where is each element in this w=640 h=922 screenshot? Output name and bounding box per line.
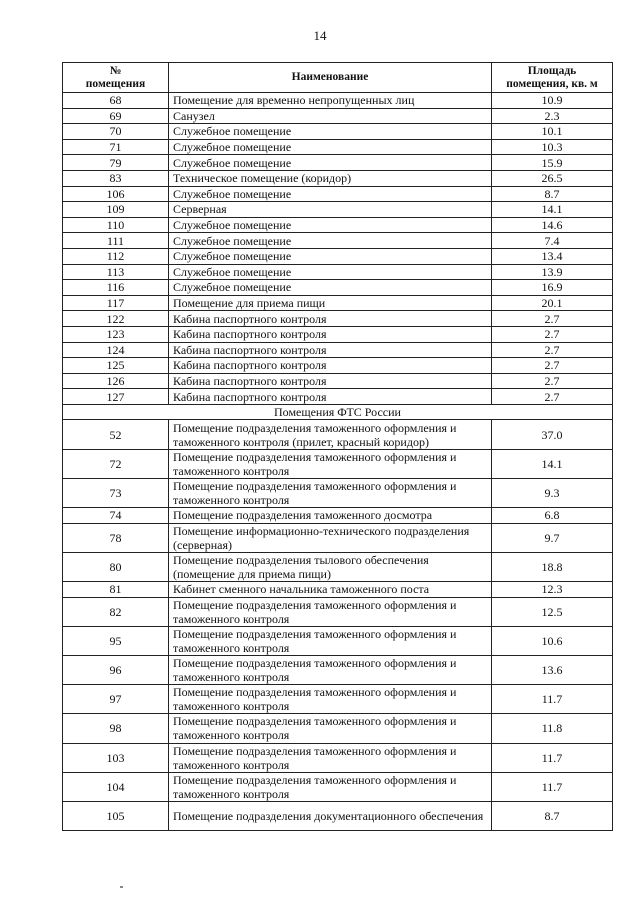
table-body-part2: [63, 420, 613, 831]
table-row: [63, 139, 613, 155]
row-name: Помещение подразделения таможенного оформления и таможенного контроля: [169, 685, 492, 714]
row-number: 103: [63, 743, 169, 772]
row-area: 15.9: [492, 155, 613, 171]
row-number: 82: [63, 597, 169, 626]
row-name: Помещение подразделения таможенного оформления и таможенного контроля: [169, 714, 492, 743]
row-number: 73: [63, 478, 169, 507]
row-area: 14.1: [492, 449, 613, 478]
row-number: 83: [63, 170, 169, 186]
row-number: 81: [63, 582, 169, 598]
row-area: 2.3: [492, 108, 613, 124]
row-number: 95: [63, 626, 169, 655]
row-name: Серверная: [169, 202, 492, 218]
row-number: 80: [63, 552, 169, 581]
row-name: Помещение подразделения таможенного оформления и таможенного контроля: [169, 478, 492, 507]
row-number: 109: [63, 202, 169, 218]
row-area: 13.6: [492, 655, 613, 684]
row-number: 52: [63, 420, 169, 449]
table-row: [63, 264, 613, 280]
row-number: 96: [63, 655, 169, 684]
table-row: [63, 358, 613, 374]
row-area: 20.1: [492, 295, 613, 311]
table-row: [63, 373, 613, 389]
row-name: Помещение подразделения таможенного оформления и таможенного контроля: [169, 655, 492, 684]
row-number: 113: [63, 264, 169, 280]
row-area: 10.6: [492, 626, 613, 655]
row-number: 122: [63, 311, 169, 327]
table-row: [63, 508, 613, 524]
table-row: [63, 552, 613, 581]
table-row: [63, 186, 613, 202]
row-area: 13.9: [492, 264, 613, 280]
row-number: 68: [63, 93, 169, 109]
row-area: 11.7: [492, 772, 613, 801]
section-row: [63, 404, 613, 420]
table-row: [63, 93, 613, 109]
table-row: [63, 801, 613, 830]
table-row: [63, 311, 613, 327]
row-number: 112: [63, 248, 169, 264]
row-area: 2.7: [492, 358, 613, 374]
row-number: 126: [63, 373, 169, 389]
header-number: [63, 63, 169, 93]
premises-table: [62, 62, 613, 831]
row-number: 74: [63, 508, 169, 524]
row-name: Служебное помещение: [169, 124, 492, 140]
table-section: [63, 404, 613, 420]
table-row: [63, 170, 613, 186]
table-row: [63, 714, 613, 743]
row-area: 16.9: [492, 280, 613, 296]
row-number: 116: [63, 280, 169, 296]
row-number: 117: [63, 295, 169, 311]
table-row: [63, 155, 613, 171]
row-name: Санузел: [169, 108, 492, 124]
row-name: Кабина паспортного контроля: [169, 358, 492, 374]
table-body-part1: [63, 93, 613, 405]
table-row: [63, 280, 613, 296]
header-area: [492, 63, 613, 93]
header-area-line1: Площадь: [527, 64, 577, 77]
row-name: Помещение подразделения таможенного оформления и таможенного контроля: [169, 626, 492, 655]
row-number: 111: [63, 233, 169, 249]
row-name: Служебное помещение: [169, 233, 492, 249]
table-row: [63, 295, 613, 311]
table-row: [63, 478, 613, 507]
row-number: 110: [63, 217, 169, 233]
row-number: 71: [63, 139, 169, 155]
row-name: Техническое помещение (коридор): [169, 170, 492, 186]
row-name: Служебное помещение: [169, 155, 492, 171]
scan-speck: [120, 886, 123, 888]
row-number: 124: [63, 342, 169, 358]
row-name: Кабина паспортного контроля: [169, 389, 492, 405]
row-number: 98: [63, 714, 169, 743]
row-area: 2.7: [492, 326, 613, 342]
row-name: Кабинет сменного начальника таможенного поста: [169, 582, 492, 598]
row-name: Помещение подразделения документационного обеспечения: [169, 801, 492, 830]
row-name: Служебное помещение: [169, 186, 492, 202]
row-area: 2.7: [492, 342, 613, 358]
page-number: 14: [313, 28, 327, 43]
row-area: 2.7: [492, 373, 613, 389]
row-name: Помещение информационно-технического подразделения (серверная): [169, 523, 492, 552]
row-number: 104: [63, 772, 169, 801]
row-area: 11.7: [492, 743, 613, 772]
table-row: [63, 449, 613, 478]
table-row: [63, 389, 613, 405]
row-area: 14.1: [492, 202, 613, 218]
row-name: Помещение подразделения таможенного оформления и таможенного контроля: [169, 743, 492, 772]
table-row: [63, 655, 613, 684]
row-number: 125: [63, 358, 169, 374]
row-name: Кабина паспортного контроля: [169, 326, 492, 342]
row-area: 10.1: [492, 124, 613, 140]
row-area: 10.9: [492, 93, 613, 109]
row-area: 7.4: [492, 233, 613, 249]
table-row: [63, 326, 613, 342]
row-area: 26.5: [492, 170, 613, 186]
row-name: Помещение подразделения таможенного оформления и таможенного контроля: [169, 449, 492, 478]
row-number: 127: [63, 389, 169, 405]
row-number: 106: [63, 186, 169, 202]
row-number: 72: [63, 449, 169, 478]
table-row: [63, 124, 613, 140]
header-number-line2: помещения: [85, 77, 146, 90]
row-name: Кабина паспортного контроля: [169, 342, 492, 358]
row-area: 11.7: [492, 685, 613, 714]
row-area: 14.6: [492, 217, 613, 233]
row-area: 8.7: [492, 186, 613, 202]
header-number-line1: №: [109, 64, 122, 77]
row-area: 9.3: [492, 478, 613, 507]
row-name: Помещение подразделения таможенного оформления и таможенного контроля: [169, 597, 492, 626]
row-number: 70: [63, 124, 169, 140]
header-name: Наименование: [169, 63, 492, 93]
row-number: 97: [63, 685, 169, 714]
row-number: 79: [63, 155, 169, 171]
row-area: 9.7: [492, 523, 613, 552]
row-name: Служебное помещение: [169, 217, 492, 233]
table-row: [63, 626, 613, 655]
row-area: 18.8: [492, 552, 613, 581]
row-name: Служебное помещение: [169, 248, 492, 264]
row-name: Помещение для временно непропущенных лиц: [169, 93, 492, 109]
table-row: [63, 108, 613, 124]
table-row: [63, 743, 613, 772]
row-area: 10.3: [492, 139, 613, 155]
table-header-row: [63, 63, 613, 93]
row-name: Кабина паспортного контроля: [169, 311, 492, 327]
table-row: [63, 772, 613, 801]
row-name: Кабина паспортного контроля: [169, 373, 492, 389]
table-row: [63, 233, 613, 249]
row-area: 12.5: [492, 597, 613, 626]
table-row: [63, 685, 613, 714]
row-area: 12.3: [492, 582, 613, 598]
row-name: Помещение подразделения таможенного досмотра: [169, 508, 492, 524]
row-area: 2.7: [492, 311, 613, 327]
table-row: [63, 582, 613, 598]
table-row: [63, 217, 613, 233]
row-number: 78: [63, 523, 169, 552]
row-area: 6.8: [492, 508, 613, 524]
table-row: [63, 523, 613, 552]
row-name: Служебное помещение: [169, 264, 492, 280]
row-area: 2.7: [492, 389, 613, 405]
row-area: 11.8: [492, 714, 613, 743]
table-row: [63, 248, 613, 264]
row-name: Помещение подразделения таможенного оформления и таможенного контроля (прилет, красный коридор): [169, 420, 492, 449]
row-number: 69: [63, 108, 169, 124]
section-title: Помещения ФТС России: [63, 404, 613, 420]
row-name: Служебное помещение: [169, 280, 492, 296]
row-area: 37.0: [492, 420, 613, 449]
row-number: 105: [63, 801, 169, 830]
table-row: [63, 342, 613, 358]
row-number: 123: [63, 326, 169, 342]
table-row: [63, 202, 613, 218]
table-row: [63, 420, 613, 449]
row-name: Помещение подразделения таможенного оформления и таможенного контроля: [169, 772, 492, 801]
row-name: Помещение подразделения тылового обеспечения (помещение для приема пищи): [169, 552, 492, 581]
row-name: Служебное помещение: [169, 139, 492, 155]
table-row: [63, 597, 613, 626]
row-area: 8.7: [492, 801, 613, 830]
row-name: Помещение для приема пищи: [169, 295, 492, 311]
row-area: 13.4: [492, 248, 613, 264]
header-area-line2: помещения, кв. м: [506, 77, 598, 90]
